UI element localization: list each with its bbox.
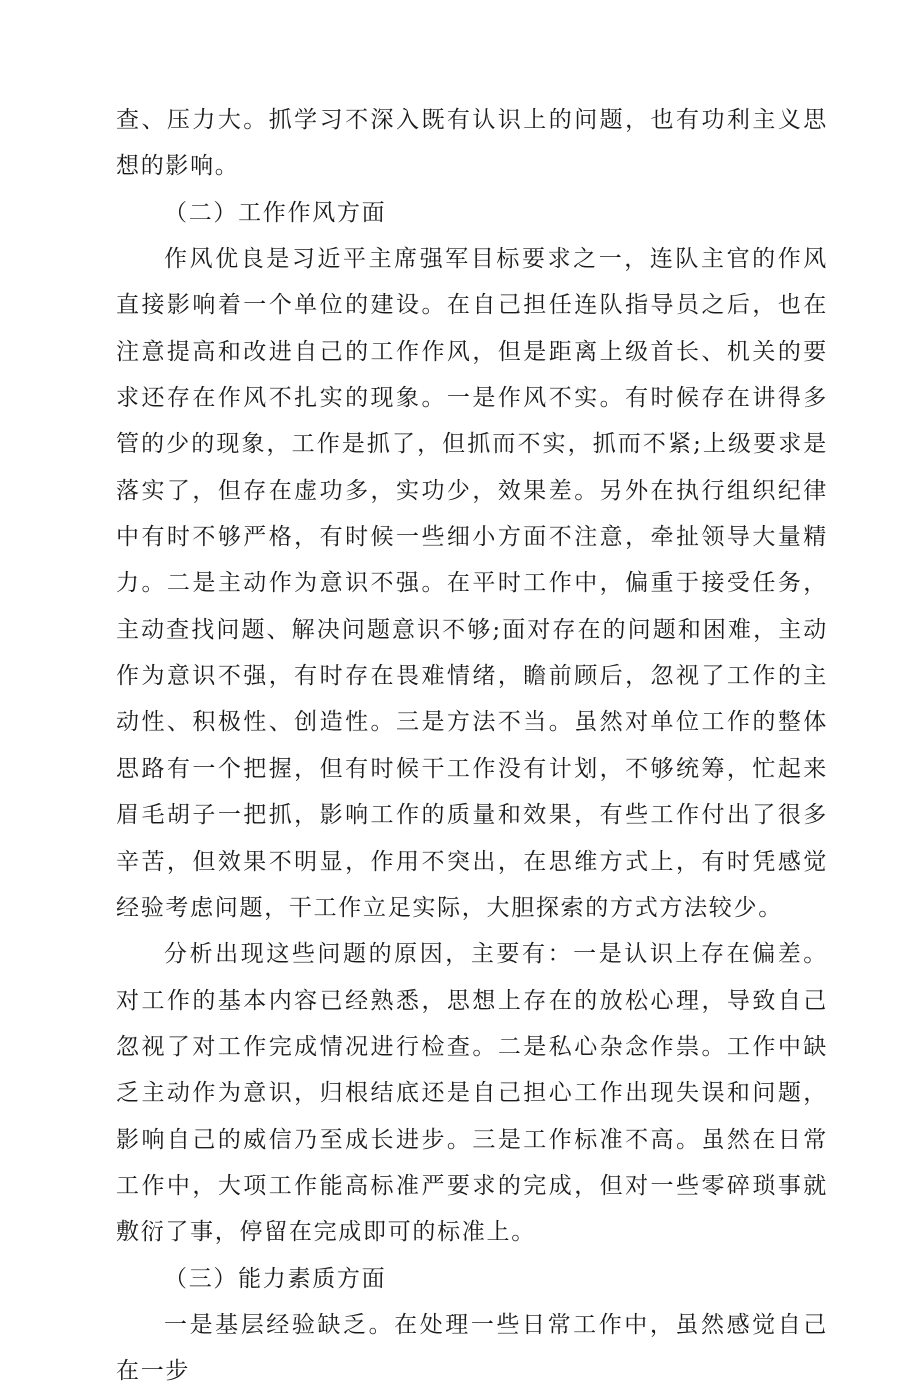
paragraph-ability: 一是基层经验缺乏。在处理一些日常工作中，虽然感觉自己在一步 — [116, 1311, 828, 1385]
paragraph-continuation: 查、压力大。抓学习不深入既有认识上的问题，也有功利主义思想的影响。 — [116, 107, 828, 180]
section-heading-work-style: （二）工作作风方面 — [164, 199, 387, 226]
paragraph-work-style: 作风优良是习近平主席强军目标要求之一，连队主官的作风直接影响着一个单位的建设。在自己担任连队指导员之后，也在注意提高和改进自己的工作作风，但是距离上级首长、机关的要求还存在作风不扎实的现象。一是作风不实。有时候存在讲得多管的少的现象，工作是抓了，但抓而不实，抓而不紧;上级要求是落实了，但存在虚功多，实功少，效果差。另外在执行组织纪律中有时不够严格，有时候一些细小方面不注意，牵扯领导大量精力。二是主动作为意识不强。在平时工作中，偏重于接受任务，主动查找问题、解决问题意识不够;面对存在的问题和困难，主动作为意识不强，有时存在畏难情绪，瞻前顾后，忽视了工作的主动性、积极性、创造性。三是方法不当。虽然对单位工作的整体思路有一个把握，但有时候干工作没有计划，不够统筹，忙起来眉毛胡子一把抓，影响工作的质量和效果，有些工作付出了很多辛苦，但效果不明显，作用不突出，在思维方式上，有时凭感觉经验考虑问题，干工作立足实际，大胆探索的方式方法较少。 — [116, 246, 828, 921]
document-body — [116, 97, 828, 1395]
section-heading-ability: （三）能力素质方面 — [164, 1265, 387, 1292]
paragraph-cause-analysis: 分析出现这些问题的原因，主要有：一是认识上存在偏差。对工作的基本内容已经熟悉，思想上存在的放松心理，导致自己忽视了对工作完成情况进行检查。二是私心杂念作祟。工作中缺乏主动作为意识，归根结底还是自己担心工作出现失误和问题，影响自己的威信乃至成长进步。三是工作标准不高。虽然在日常工作中，大项工作能高标准严要求的完成，但对一些零碎琐事就敷衍了事，停留在完成即可的标准上。 — [116, 941, 828, 1246]
